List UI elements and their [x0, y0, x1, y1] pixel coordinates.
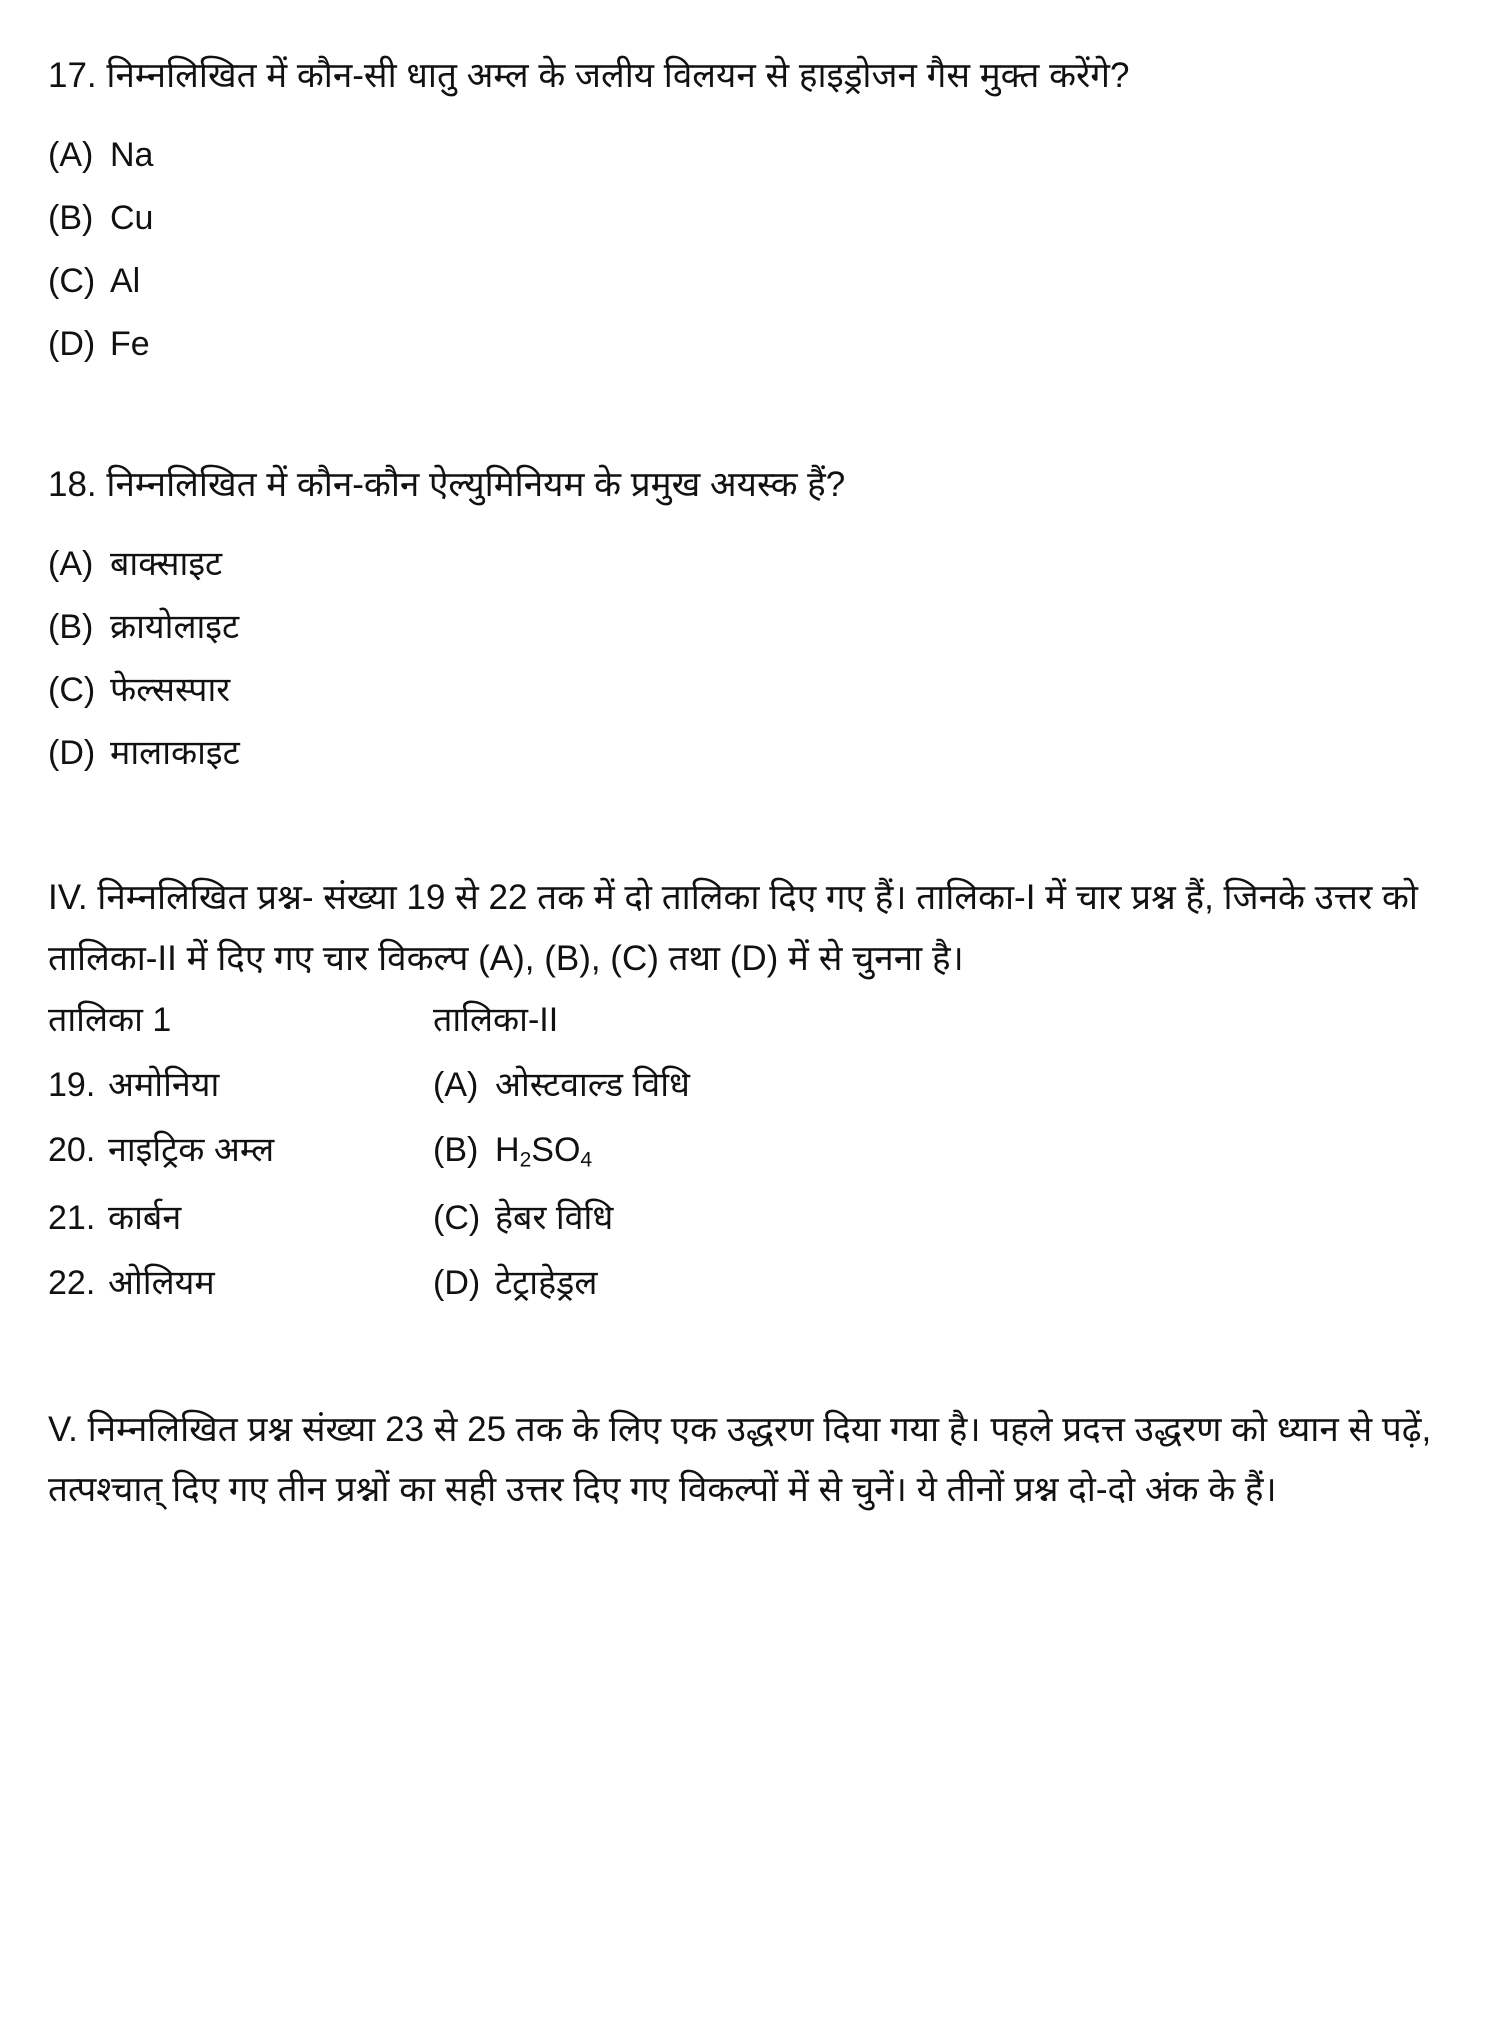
table-one-cell [48, 1199, 433, 1238]
table-one-cell [48, 1065, 433, 1104]
item-text: नाइट्रिक अम्ल [108, 1130, 275, 1169]
option-text: Cu [110, 199, 154, 238]
matching-table-headings [48, 1000, 1448, 1039]
table-one-heading: तालिका 1 [48, 1000, 172, 1039]
question-17-options [48, 136, 1448, 364]
option-row[interactable] [48, 734, 1448, 773]
table-row[interactable] [48, 1065, 1448, 1104]
table-row[interactable] [48, 1130, 1448, 1172]
spacer [48, 1300, 1448, 1400]
table-two-heading: तालिका-II [433, 1000, 559, 1039]
table-two-cell [433, 1264, 1448, 1303]
spacer [48, 112, 1448, 138]
option-label: (C) [48, 671, 96, 710]
section-five-instruction: V. निम्नलिखित प्रश्न संख्या 23 से 25 तक के लिए एक उद्धरण दिया गया है। पहले प्रदत्त उद्धरण को ध्यान से पढ़ें, तत्पश्चात् दिए गए तीन प्रश्नों का सही उत्तर दिए गए विकल्पों में से चुनें। ये तीनों प्रश्न दो-दो अंक के हैं। [48, 1410, 1432, 1510]
item-text: अमोनिया [108, 1065, 220, 1104]
item-number: 22. [48, 1264, 96, 1303]
table-one-cell [48, 1130, 433, 1170]
option-text: Na [110, 136, 154, 175]
spacer [48, 707, 1448, 736]
item-number: 19. [48, 1065, 96, 1104]
item-text: ओलियम [108, 1264, 215, 1303]
table-two-cell [433, 1199, 1448, 1238]
spacer [48, 235, 1448, 264]
option-text: मालाकाइट [110, 734, 240, 773]
spacer [48, 361, 1448, 455]
question-18-stem: 18. निम्नलिखित में कौन-कौन ऐल्युमिनियम के प्रमुख अयस्क हैं? [48, 465, 846, 505]
option-text: Fe [110, 325, 150, 364]
spacer [48, 581, 1448, 610]
option-label: (B) [48, 199, 94, 238]
spacer [48, 172, 1448, 201]
question-17-stem: 17. निम्नलिखित में कौन-सी धातु अम्ल के जलीय विलयन से हाइड्रोजन गैस मुक्त करेंगे? [48, 56, 1130, 95]
question-18 [48, 455, 1448, 773]
option-row[interactable] [48, 671, 1448, 710]
option-label: (C) [433, 1199, 481, 1238]
chemical-formula: $H_2SO_4$ [495, 1130, 593, 1172]
spacer [48, 521, 1448, 547]
option-text: ओस्टवाल्ड विधि [495, 1065, 690, 1104]
item-number: 20. [48, 1130, 96, 1169]
table-one-cell [48, 1264, 433, 1303]
item-number: 21. [48, 1199, 96, 1238]
table-two-cell [433, 1130, 1448, 1172]
option-label: (D) [48, 325, 96, 364]
question-17 [48, 46, 1448, 364]
option-label: (A) [433, 1065, 479, 1104]
option-text: फेल्सस्पार [110, 671, 231, 710]
option-row[interactable] [48, 545, 1448, 584]
option-row[interactable] [48, 136, 1448, 175]
table-row[interactable] [48, 1264, 1448, 1303]
option-label: (A) [48, 136, 94, 175]
option-text: हेबर विधि [495, 1199, 614, 1238]
section-five [48, 1400, 1448, 1520]
option-text: Al [110, 262, 141, 301]
table-row[interactable] [48, 1199, 1448, 1238]
question-18-options [48, 545, 1448, 773]
option-label: (B) [48, 608, 94, 647]
option-row[interactable] [48, 262, 1448, 301]
option-row[interactable] [48, 608, 1448, 647]
section-four-instruction: IV. निम्नलिखित प्रश्न- संख्या 19 से 22 तक में दो तालिका दिए गए हैं। तालिका-I में चार प्रश्न हैं, जिनके उत्तर को तालिका-II में दिए गए चार विकल्प (A), (B), (C) तथा (D) में से चुनना है। [48, 878, 1418, 978]
option-text: बाक्साइट [110, 545, 223, 584]
section-four [48, 868, 1448, 1303]
spacer [48, 298, 1448, 327]
option-label: (A) [48, 545, 94, 584]
option-label: (B) [433, 1130, 479, 1169]
table-two-cell [433, 1065, 1448, 1104]
spacer [48, 644, 1448, 673]
option-label: (D) [433, 1264, 481, 1303]
option-label: (D) [48, 734, 96, 773]
option-text: क्रायोलाइट [110, 608, 240, 647]
option-row[interactable] [48, 199, 1448, 238]
option-text: टेट्राहेड्रल [495, 1264, 598, 1303]
option-row[interactable] [48, 325, 1448, 364]
option-label: (C) [48, 262, 96, 301]
page-content [48, 46, 1448, 1520]
item-text: कार्बन [108, 1199, 182, 1238]
spacer [48, 770, 1448, 868]
